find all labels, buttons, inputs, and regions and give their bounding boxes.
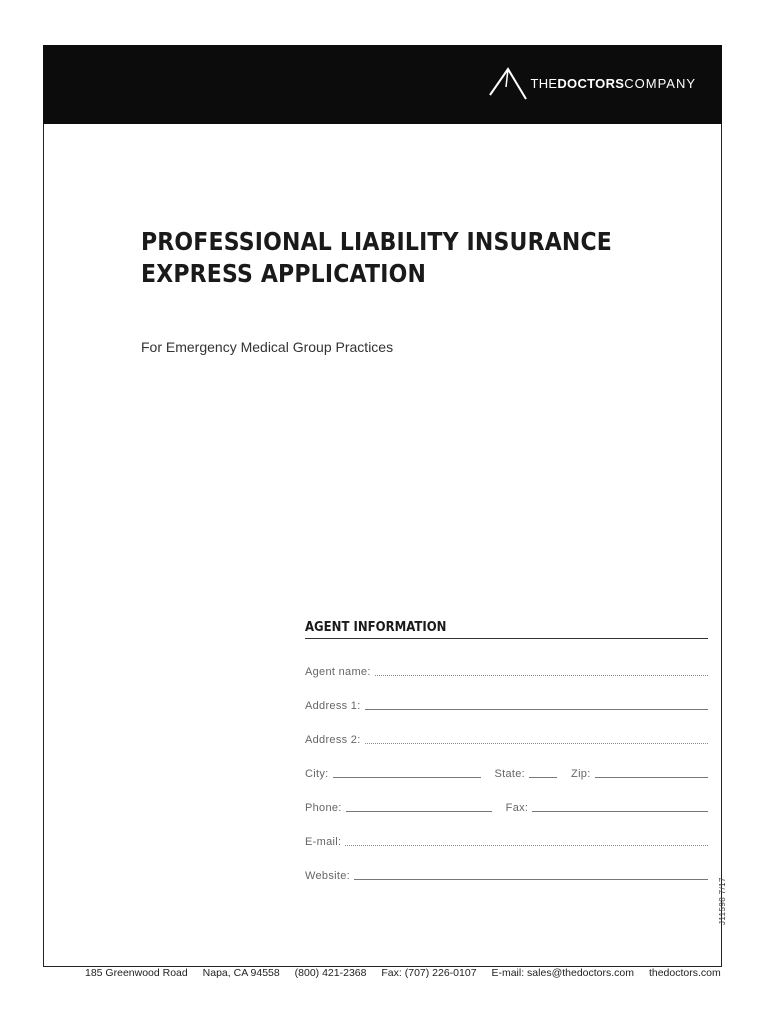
state-field[interactable]	[529, 777, 557, 778]
phone-label: Phone:	[305, 802, 342, 814]
agent-heading-text: AGENT INFORMATION	[305, 620, 447, 635]
footer-city: Napa, CA 94558	[202, 967, 280, 979]
subtitle: For Emergency Medical Group Practices	[141, 339, 394, 355]
form-code: J11598 7/17	[718, 877, 727, 925]
chevron-arrow-icon	[488, 65, 528, 101]
agent-name-label: Agent name:	[305, 666, 371, 678]
address1-field[interactable]	[365, 709, 708, 710]
footer-website[interactable]: thedoctors.com	[648, 967, 721, 979]
email-field[interactable]	[345, 845, 708, 846]
footer-phone: (800) 421-2368	[294, 967, 367, 979]
logo-doctors: DOCTORS	[557, 75, 625, 91]
address2-row	[305, 713, 708, 747]
agent-name-field[interactable]	[375, 675, 708, 676]
address2-label: Address 2:	[305, 734, 361, 746]
title-line-2: EXPRESS APPLICATION	[141, 259, 427, 288]
zip-field[interactable]	[595, 777, 708, 778]
footer	[85, 967, 733, 979]
footer-fax: Fax: (707) 226-0107	[381, 967, 477, 979]
city-field[interactable]	[333, 777, 481, 778]
email-label: E-mail:	[305, 836, 342, 848]
agent-name-row	[305, 639, 708, 679]
state-label: State:	[494, 768, 526, 780]
agent-information-section	[305, 620, 708, 883]
website-label: Website:	[305, 870, 350, 882]
city-label: City:	[305, 768, 329, 780]
logo-company: COMPANY	[624, 75, 696, 91]
logo-the: THE	[530, 75, 558, 91]
city-state-zip-row	[305, 747, 708, 781]
email-row	[305, 815, 708, 849]
agent-heading	[305, 620, 708, 639]
logo-wordmark	[530, 76, 696, 91]
phone-fax-row	[305, 781, 708, 815]
website-row	[305, 849, 708, 883]
website-field[interactable]	[354, 879, 708, 880]
address2-field[interactable]	[365, 743, 708, 744]
address1-row	[305, 679, 708, 713]
title-line-1: PROFESSIONAL LIABILITY INSURANCE	[141, 227, 613, 256]
header-band	[43, 45, 722, 124]
fax-label: Fax:	[505, 802, 529, 814]
phone-field[interactable]	[346, 811, 492, 812]
page-title	[141, 226, 616, 290]
zip-label: Zip:	[571, 768, 591, 780]
footer-address: 185 Greenwood Road	[85, 967, 188, 979]
fax-field[interactable]	[532, 811, 708, 812]
footer-email[interactable]: E-mail: sales@thedoctors.com	[491, 967, 635, 979]
address1-label: Address 1:	[305, 700, 361, 712]
company-logo	[488, 65, 696, 101]
